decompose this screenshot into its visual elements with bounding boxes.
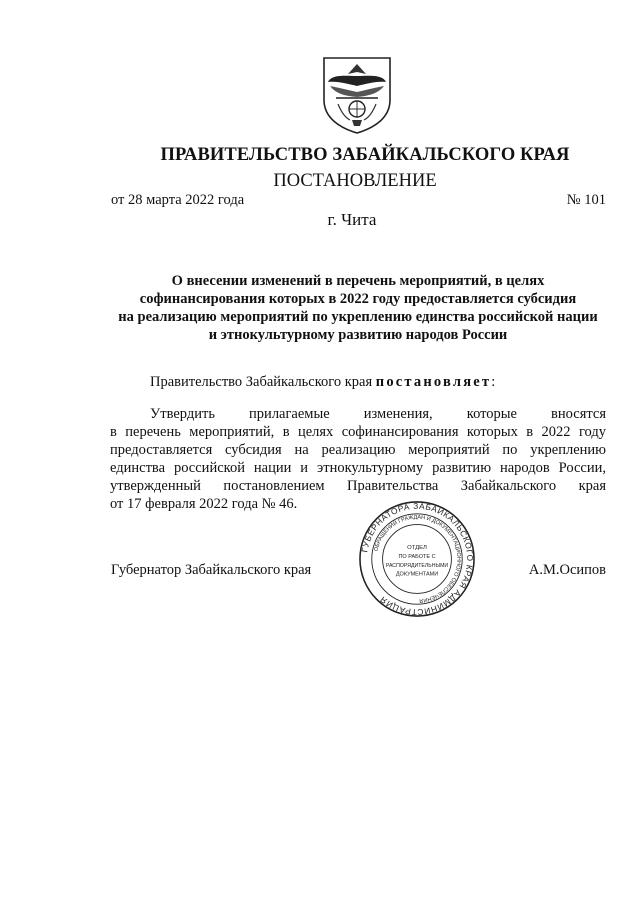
document-type: ПОСТАНОВЛЕНИЕ [273, 171, 437, 191]
body-line: Утвердить прилагаемые изменения, которые вносятся [150, 406, 606, 422]
subject-line: и этнокультурному развитию народов России [208, 327, 508, 343]
preamble-keyword: постановляет [375, 374, 492, 390]
body-line: единства российской нации и этнокультурному развитию народов России, [110, 460, 606, 476]
stamp-center-line: РАСПОРЯДИТЕЛЬНЫМИ [385, 562, 449, 569]
resolution-body [110, 405, 606, 513]
preamble-colon: : [491, 374, 496, 390]
stamp-outer-ring: ГУБЕРНАТОРА ЗАБАЙКАЛЬСКОГО КРАЯ АДМИНИСТРАЦИЯ [359, 500, 476, 618]
document-number: № 101 [566, 192, 606, 208]
subject-line: О внесении изменений в перечень мероприятий, в целях [171, 273, 545, 289]
body-line: в перечень мероприятий, в целях софинансирования которых в 2022 году [110, 424, 606, 440]
document-subject [110, 272, 606, 344]
stamp-center-line: ДОКУМЕНТАМИ [395, 571, 439, 578]
signatory-name: А.М.Осипов [528, 562, 606, 578]
document-date: от 28 марта 2022 года [111, 192, 245, 208]
preamble-text: Правительство Забайкальского края [150, 374, 376, 390]
official-stamp [358, 500, 476, 618]
government-title: ПРАВИТЕЛЬСТВО ЗАБАЙКАЛЬСКОГО КРАЯ [160, 145, 570, 165]
stamp-center-line: ПО РАБОТЕ С [398, 554, 436, 561]
coat-of-arms-icon [318, 54, 396, 134]
body-line: от 17 февраля 2022 года № 46. [110, 496, 298, 512]
body-line: утвержденный постановлением Правительства Забайкальского края [110, 478, 606, 494]
stamp-inner-ring: ОБРАЩЕНИЙ ГРАЖДАН И ДОКУМЕНТАЦИОННОГО ОБЕСПЕЧЕНИЯ [373, 514, 462, 604]
signatory-title: Губернатор Забайкальского края [111, 562, 312, 578]
document-city: г. Чита [327, 210, 377, 229]
stamp-center-line: ОТДЕЛ [407, 545, 427, 552]
preamble [150, 374, 495, 391]
body-line: предоставляется субсидия на реализацию мероприятий по укреплению [110, 442, 606, 458]
subject-line: на реализацию мероприятий по укреплению единства российской нации [118, 309, 598, 325]
subject-line: софинансирования которых в 2022 году предоставляется субсидия [139, 291, 577, 307]
